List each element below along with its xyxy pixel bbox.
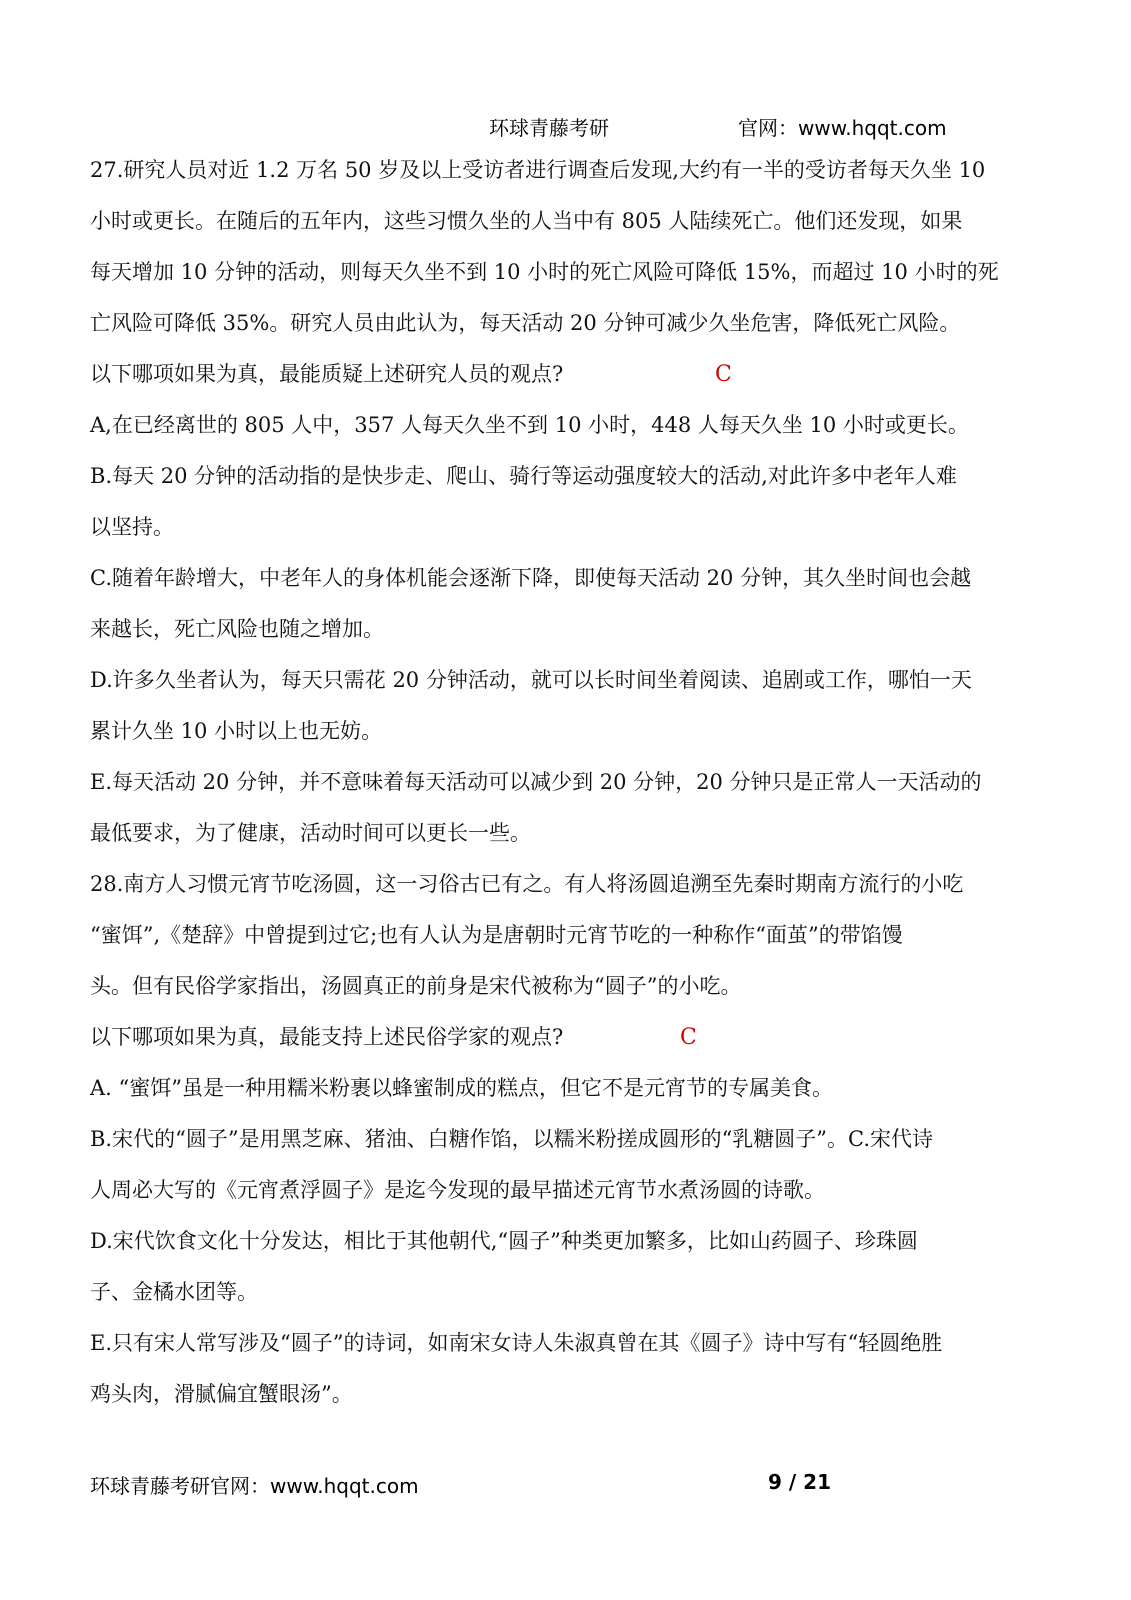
q28-stem-line: 28.南方人习惯元宵节吃汤圆，这一习俗古已有之。有人将汤圆追溯至先秦时期南方流行的小吃 bbox=[90, 872, 964, 896]
q28-option-e-cont: 鸡头肉，滑腻偏宜蟹眼汤”。 bbox=[90, 1382, 353, 1406]
q28-option-a: A. “蜜饵”虽是一种用糯米粉裹以蜂蜜制成的糕点，但它不是元宵节的专属美食。 bbox=[90, 1076, 833, 1100]
q28-stem-line: 头。但有民俗学家指出，汤圆真正的前身是宋代被称为“圆子”的小吃。 bbox=[90, 974, 742, 998]
q28-option-d: D.宋代饮食文化十分发达，相比于其他朝代,“圆子”种类更加繁多，比如山药圆子、珍珠圆 bbox=[90, 1229, 918, 1253]
page-number: 9 / 21 bbox=[768, 1470, 831, 1494]
header-brand: 环球青藤考研 bbox=[489, 116, 609, 140]
footer-website: 环球青藤考研官网：www.hqqt.com bbox=[90, 1474, 419, 1498]
q27-option-a: A,在已经离世的 805 人中，357 人每天久坐不到 10 小时，448 人每天久坐 10 小时或更长。 bbox=[90, 413, 969, 437]
question-28 bbox=[90, 859, 1050, 1420]
q28-option-e: E.只有宋人常写涉及“圆子”的诗词，如南宋女诗人朱淑真曾在其《圆子》诗中写有“轻圆绝胜 bbox=[90, 1331, 943, 1355]
q28-option-d-cont: 子、金橘水团等。 bbox=[90, 1280, 258, 1304]
q27-option-b: B.每天 20 分钟的活动指的是快步走、爬山、骑行等运动强度较大的活动,对此许多中老年人难 bbox=[90, 464, 957, 488]
page-header bbox=[0, 110, 1131, 142]
q27-stem-line: 27.研究人员对近 1.2 万名 50 岁及以上受访者进行调查后发现,大约有一半的受访者每天久坐 10 bbox=[90, 158, 986, 182]
q27-answer-mark: C bbox=[715, 362, 732, 387]
question-27 bbox=[90, 145, 1050, 859]
q28-answer-mark: C bbox=[680, 1025, 697, 1050]
page-footer bbox=[0, 1470, 1131, 1500]
q27-stem-line: 亡风险可降低 35%。研究人员由此认为，每天活动 20 分钟可减少久坐危害，降低死亡风险。 bbox=[90, 311, 961, 335]
q27-option-c: C.随着年龄增大，中老年人的身体机能会逐渐下降，即使每天活动 20 分钟，其久坐时间也会越 bbox=[90, 566, 972, 590]
q27-stem-line: 每天增加 10 分钟的活动，则每天久坐不到 10 小时的死亡风险可降低 15%，而超过 10 小时的死 bbox=[90, 260, 999, 284]
q27-option-c-cont: 来越长，死亡风险也随之增加。 bbox=[90, 617, 384, 641]
q27-option-b-cont: 以坚持。 bbox=[90, 515, 174, 539]
q27-option-e: E.每天活动 20 分钟，并不意味着每天活动可以减少到 20 分钟，20 分钟只是正常人一天活动的 bbox=[90, 770, 982, 794]
q28-stem-line: “蜜饵”,《楚辞》中曾提到过它;也有人认为是唐朝时元宵节吃的一种称作“面茧”的带馅馒 bbox=[90, 923, 903, 947]
q27-stem-line: 小时或更长。在随后的五年内，这些习惯久坐的人当中有 805 人陆续死亡。他们还发现，如果 bbox=[90, 209, 963, 233]
q27-prompt: 以下哪项如果为真，最能质疑上述研究人员的观点? bbox=[90, 362, 564, 386]
q27-option-e-cont: 最低要求，为了健康，活动时间可以更长一些。 bbox=[90, 821, 531, 845]
q27-option-d-cont: 累计久坐 10 小时以上也无妨。 bbox=[90, 719, 383, 743]
q28-prompt-row bbox=[90, 1012, 1050, 1063]
q28-prompt: 以下哪项如果为真，最能支持上述民俗学家的观点? bbox=[90, 1025, 564, 1049]
q27-option-d: D.许多久坐者认为，每天只需花 20 分钟活动，就可以长时间坐着阅读、追剧或工作，哪怕一天 bbox=[90, 668, 972, 692]
header-website: 官网：www.hqqt.com bbox=[738, 116, 947, 140]
q28-option-b: B.宋代的“圆子”是用黑芝麻、猪油、白糖作馅，以糯米粉搓成圆形的“乳糖圆子”。C.宋代诗 bbox=[90, 1127, 934, 1151]
document-body bbox=[90, 145, 1050, 1420]
q28-option-c-cont: 人周必大写的《元宵煮浮圆子》是迄今发现的最早描述元宵节水煮汤圆的诗歌。 bbox=[90, 1178, 825, 1202]
q27-prompt-row bbox=[90, 349, 1050, 400]
